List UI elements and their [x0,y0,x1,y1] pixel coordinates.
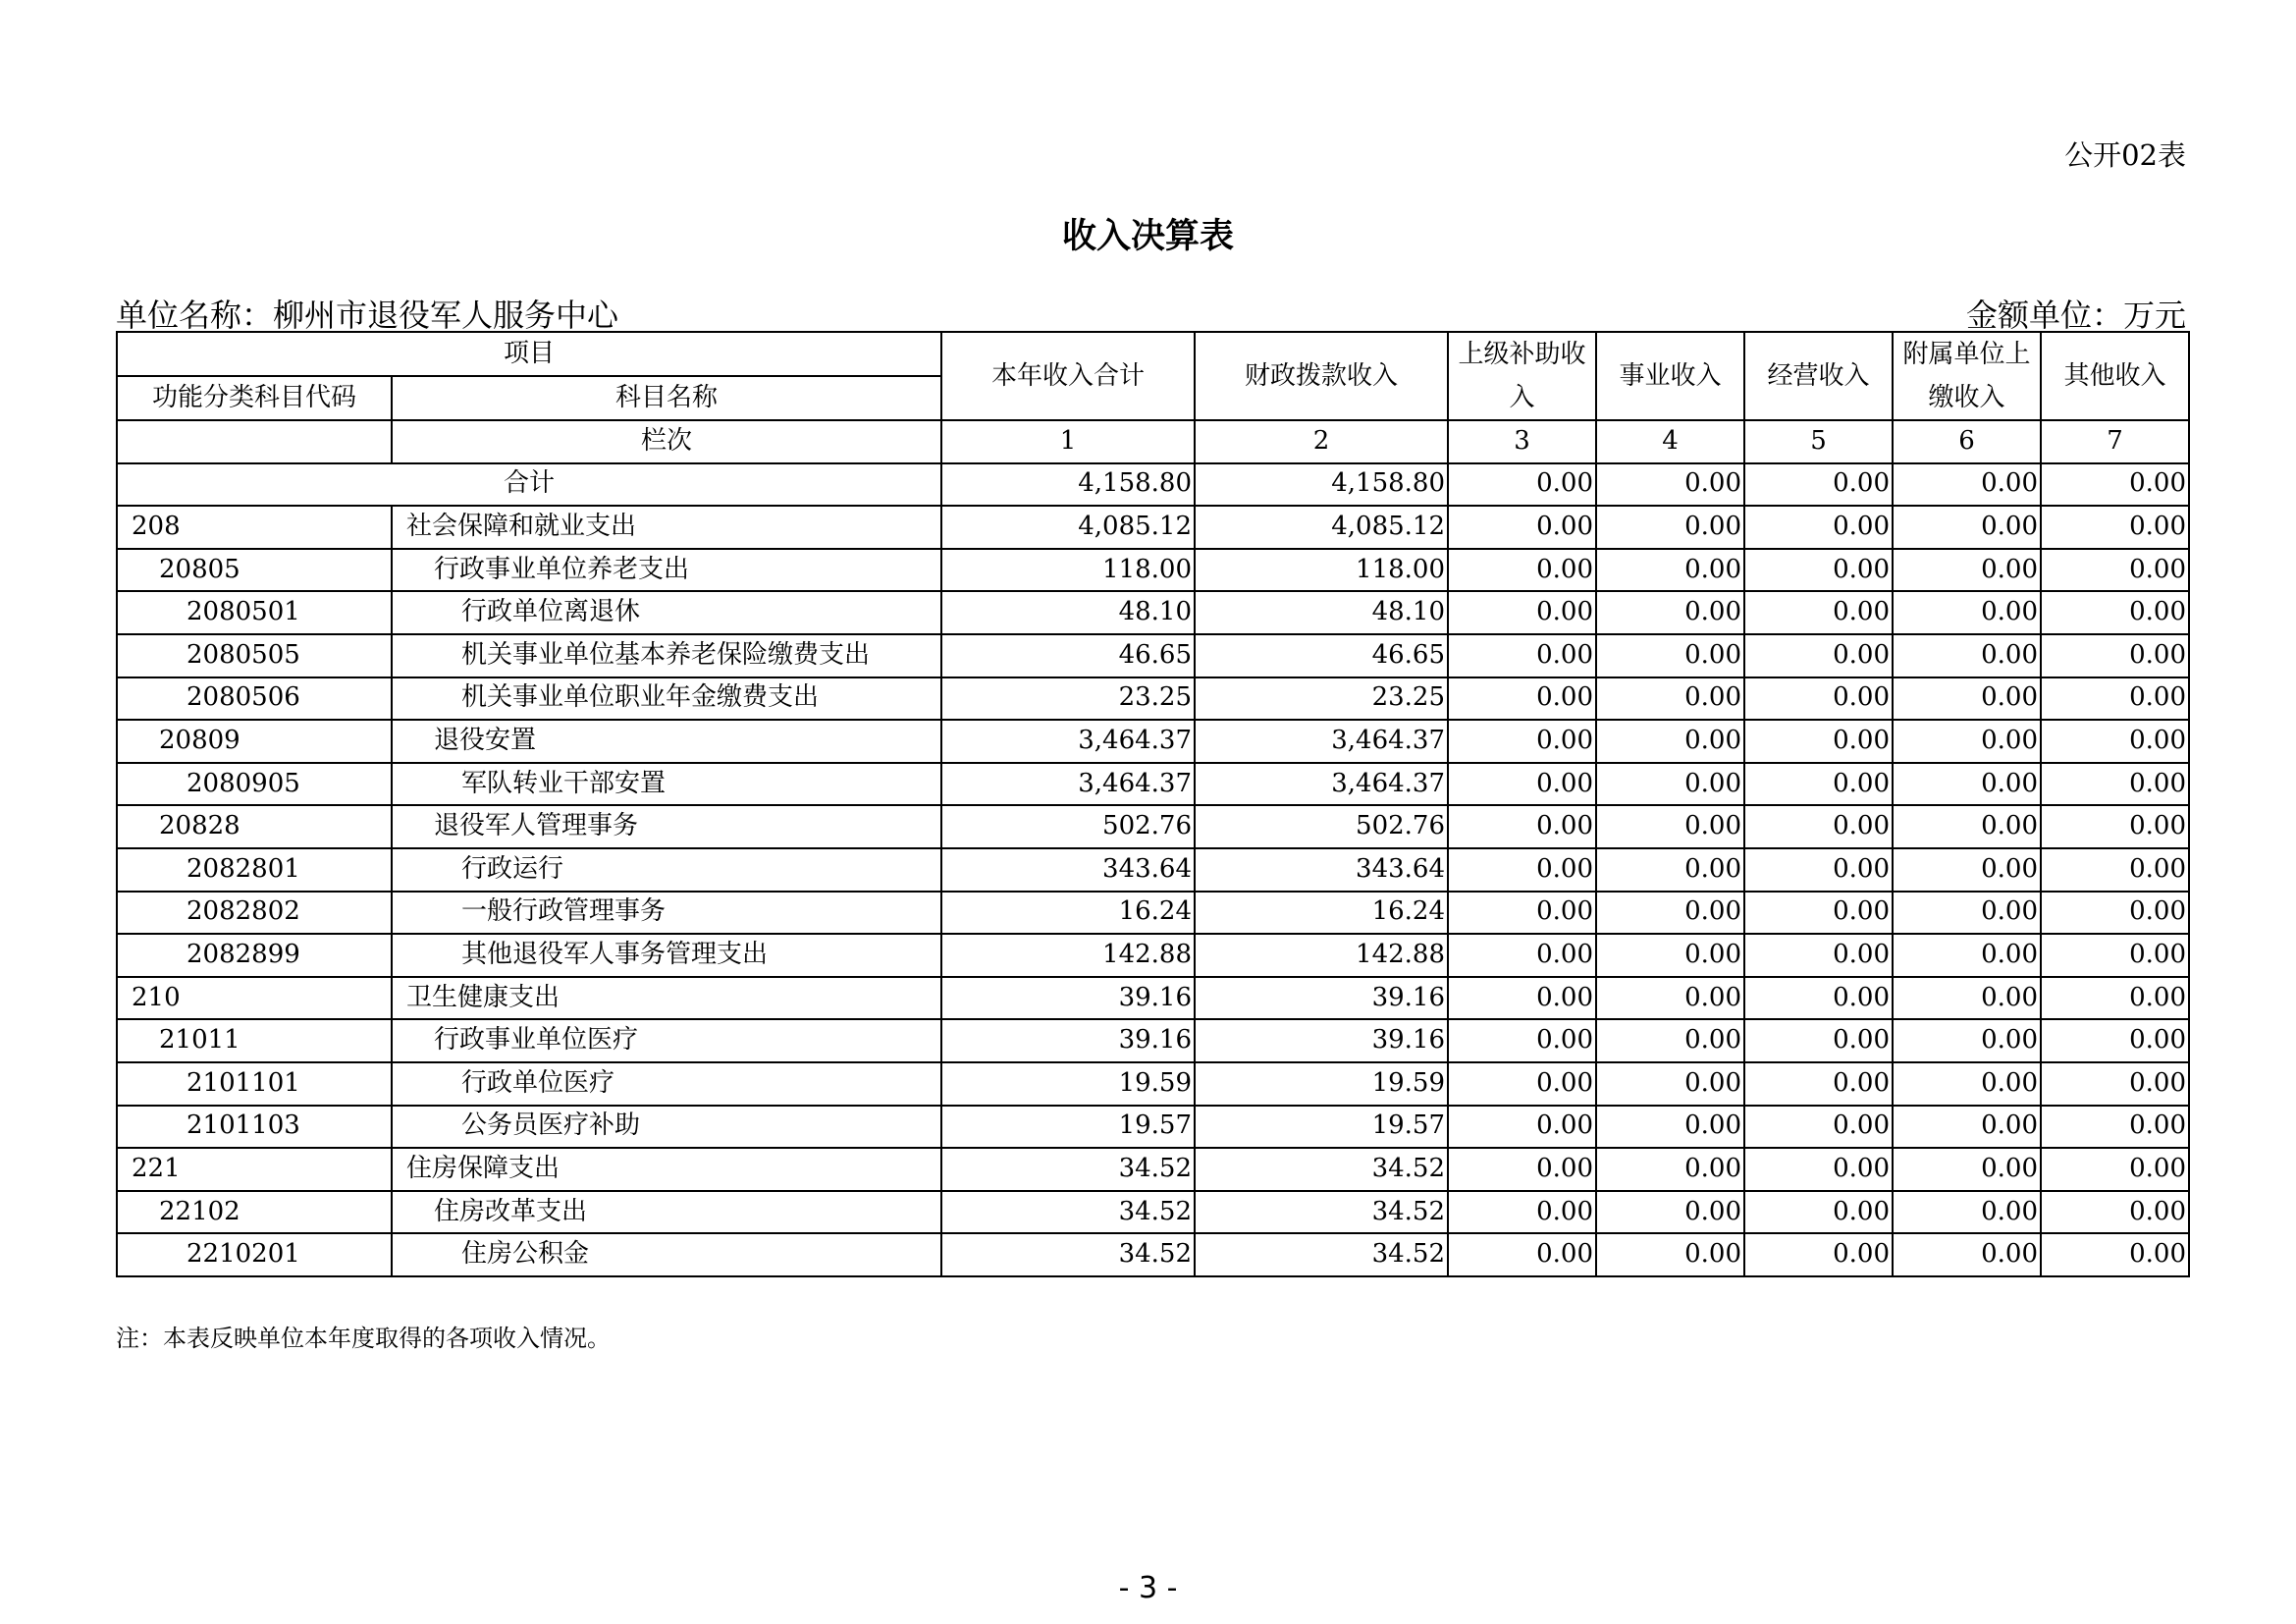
row-code: 2082802 [117,892,392,935]
row-value-6: 0.00 [1893,1191,2041,1234]
row-value-6: 0.00 [1893,1148,2041,1191]
row-value-5: 0.00 [1744,549,1893,592]
row-value-5: 0.00 [1744,848,1893,892]
row-code: 20828 [117,805,392,848]
row-value-1: 39.16 [941,1019,1195,1062]
row-name: 卫生健康支出 [392,977,941,1020]
row-value-6: 0.00 [1893,805,2041,848]
row-value-6: 0.00 [1893,506,2041,549]
row-value-1: 23.25 [941,677,1195,721]
row-name: 行政运行 [392,848,941,892]
row-value-4: 0.00 [1596,848,1744,892]
row-value-7: 0.00 [2041,506,2189,549]
row-value-3: 0.00 [1448,1233,1596,1276]
row-code: 2101101 [117,1062,392,1106]
row-code: 2082801 [117,848,392,892]
row-value-7: 0.00 [2041,892,2189,935]
row-value-6: 0.00 [1893,720,2041,763]
row-value-4: 0.00 [1596,677,1744,721]
header-col-1: 本年收入合计 [941,332,1195,420]
table-row [117,1148,2189,1191]
row-value-7: 0.00 [2041,1191,2189,1234]
row-value-6: 0.00 [1893,677,2041,721]
total-value-1: 4,158.80 [941,463,1195,507]
row-value-5: 0.00 [1744,506,1893,549]
row-value-4: 0.00 [1596,763,1744,806]
row-value-7: 0.00 [2041,634,2189,677]
row-name: 军队转业干部安置 [392,763,941,806]
row-value-6: 0.00 [1893,1233,2041,1276]
table-row [117,892,2189,935]
row-value-5: 0.00 [1744,1148,1893,1191]
total-value-2: 4,158.80 [1195,463,1448,507]
row-value-4: 0.00 [1596,506,1744,549]
table-row [117,848,2189,892]
row-value-5: 0.00 [1744,1019,1893,1062]
row-value-3: 0.00 [1448,1148,1596,1191]
row-value-1: 39.16 [941,977,1195,1020]
row-value-3: 0.00 [1448,977,1596,1020]
row-code: 221 [117,1148,392,1191]
row-value-2: 3,464.37 [1195,720,1448,763]
row-name: 行政单位离退休 [392,591,941,634]
row-value-7: 0.00 [2041,848,2189,892]
row-value-2: 39.16 [1195,977,1448,1020]
table-row [117,1106,2189,1149]
column-index-6: 6 [1893,420,2041,463]
currency-unit: 金额单位：万元 [1965,297,2186,334]
column-index-1: 1 [941,420,1195,463]
row-value-5: 0.00 [1744,934,1893,977]
row-value-6: 0.00 [1893,1062,2041,1106]
table-row [117,977,2189,1020]
page-title: 收入决算表 [1061,217,1234,256]
row-name: 退役军人管理事务 [392,805,941,848]
row-value-4: 0.00 [1596,1148,1744,1191]
row-value-4: 0.00 [1596,892,1744,935]
row-value-1: 34.52 [941,1233,1195,1276]
row-value-3: 0.00 [1448,763,1596,806]
row-value-1: 3,464.37 [941,720,1195,763]
header-name: 科目名称 [392,376,941,420]
row-value-3: 0.00 [1448,591,1596,634]
table-row [117,677,2189,721]
row-value-5: 0.00 [1744,1191,1893,1234]
row-value-1: 142.88 [941,934,1195,977]
row-code: 22102 [117,1191,392,1234]
row-name: 住房公积金 [392,1233,941,1276]
row-value-7: 0.00 [2041,805,2189,848]
row-value-2: 118.00 [1195,549,1448,592]
row-value-5: 0.00 [1744,634,1893,677]
row-name: 机关事业单位基本养老保险缴费支出 [392,634,941,677]
table-row [117,1191,2189,1234]
table-row [117,1062,2189,1106]
row-value-5: 0.00 [1744,1106,1893,1149]
row-value-1: 19.57 [941,1106,1195,1149]
row-name: 住房保障支出 [392,1148,941,1191]
row-value-4: 0.00 [1596,549,1744,592]
row-name: 退役安置 [392,720,941,763]
row-name: 公务员医疗补助 [392,1106,941,1149]
row-value-3: 0.00 [1448,549,1596,592]
table-row [117,591,2189,634]
row-name: 社会保障和就业支出 [392,506,941,549]
row-value-3: 0.00 [1448,506,1596,549]
row-value-4: 0.00 [1596,805,1744,848]
row-value-6: 0.00 [1893,848,2041,892]
row-value-2: 16.24 [1195,892,1448,935]
row-value-5: 0.00 [1744,892,1893,935]
row-value-4: 0.00 [1596,934,1744,977]
column-index-empty-cell [117,420,392,463]
row-value-3: 0.00 [1448,934,1596,977]
row-value-1: 16.24 [941,892,1195,935]
unit-name: 单位名称：柳州市退役军人服务中心 [116,297,619,334]
row-value-1: 34.52 [941,1148,1195,1191]
row-code: 2080505 [117,634,392,677]
row-code: 2101103 [117,1106,392,1149]
row-value-1: 34.52 [941,1191,1195,1234]
row-value-3: 0.00 [1448,1106,1596,1149]
table-row [117,934,2189,977]
row-code: 2210201 [117,1233,392,1276]
row-value-6: 0.00 [1893,763,2041,806]
row-value-2: 23.25 [1195,677,1448,721]
row-value-3: 0.00 [1448,848,1596,892]
row-name: 行政事业单位医疗 [392,1019,941,1062]
row-value-1: 46.65 [941,634,1195,677]
income-statement-table [116,331,2190,1277]
header-project: 项目 [117,332,941,376]
column-index-3: 3 [1448,420,1596,463]
row-value-4: 0.00 [1596,977,1744,1020]
row-value-4: 0.00 [1596,1233,1744,1276]
row-code: 20805 [117,549,392,592]
row-value-2: 19.57 [1195,1106,1448,1149]
row-code: 2080905 [117,763,392,806]
row-value-4: 0.00 [1596,1106,1744,1149]
row-value-7: 0.00 [2041,591,2189,634]
row-value-5: 0.00 [1744,720,1893,763]
row-code: 2080501 [117,591,392,634]
row-value-5: 0.00 [1744,1233,1893,1276]
row-value-1: 3,464.37 [941,763,1195,806]
row-code: 2080506 [117,677,392,721]
total-value-7: 0.00 [2041,463,2189,507]
row-value-3: 0.00 [1448,634,1596,677]
row-value-3: 0.00 [1448,720,1596,763]
row-value-2: 48.10 [1195,591,1448,634]
column-index-2: 2 [1195,420,1448,463]
total-value-6: 0.00 [1893,463,2041,507]
row-value-2: 142.88 [1195,934,1448,977]
row-value-2: 502.76 [1195,805,1448,848]
row-value-6: 0.00 [1893,892,2041,935]
header-col-7: 其他收入 [2041,332,2189,420]
table-row [117,720,2189,763]
table-row [117,805,2189,848]
row-value-5: 0.00 [1744,805,1893,848]
row-value-4: 0.00 [1596,1019,1744,1062]
row-value-2: 46.65 [1195,634,1448,677]
row-value-7: 0.00 [2041,549,2189,592]
page-number: - 3 - [1118,1571,1178,1605]
row-value-4: 0.00 [1596,720,1744,763]
row-name: 住房改革支出 [392,1191,941,1234]
row-value-6: 0.00 [1893,549,2041,592]
row-value-2: 34.52 [1195,1148,1448,1191]
row-value-5: 0.00 [1744,677,1893,721]
row-value-2: 34.52 [1195,1191,1448,1234]
header-col-3: 上级补助收入 [1448,332,1596,420]
column-index-5: 5 [1744,420,1893,463]
row-value-6: 0.00 [1893,1106,2041,1149]
row-value-1: 502.76 [941,805,1195,848]
row-code: 21011 [117,1019,392,1062]
row-value-7: 0.00 [2041,1019,2189,1062]
table-row [117,549,2189,592]
row-value-7: 0.00 [2041,1148,2189,1191]
row-value-4: 0.00 [1596,634,1744,677]
row-code: 210 [117,977,392,1020]
row-value-3: 0.00 [1448,892,1596,935]
row-value-3: 0.00 [1448,805,1596,848]
header-col-2: 财政拨款收入 [1195,332,1448,420]
total-value-3: 0.00 [1448,463,1596,507]
row-code: 2082899 [117,934,392,977]
row-value-3: 0.00 [1448,1191,1596,1234]
row-value-5: 0.00 [1744,591,1893,634]
header-row-1 [117,332,2189,376]
row-value-5: 0.00 [1744,1062,1893,1106]
table-row [117,1233,2189,1276]
row-value-4: 0.00 [1596,591,1744,634]
row-value-4: 0.00 [1596,1191,1744,1234]
header-code: 功能分类科目代码 [117,376,392,420]
row-name: 机关事业单位职业年金缴费支出 [392,677,941,721]
row-value-2: 4,085.12 [1195,506,1448,549]
row-code: 20809 [117,720,392,763]
column-index-4: 4 [1596,420,1744,463]
row-value-7: 0.00 [2041,934,2189,977]
row-value-7: 0.00 [2041,1233,2189,1276]
row-value-6: 0.00 [1893,934,2041,977]
row-value-7: 0.00 [2041,677,2189,721]
table-row [117,763,2189,806]
form-number: 公开02表 [2064,138,2186,172]
header-col-5: 经营收入 [1744,332,1893,420]
column-index-7: 7 [2041,420,2189,463]
row-value-1: 4,085.12 [941,506,1195,549]
table-row [117,1019,2189,1062]
row-value-3: 0.00 [1448,677,1596,721]
row-value-2: 343.64 [1195,848,1448,892]
total-value-5: 0.00 [1744,463,1893,507]
row-value-3: 0.00 [1448,1019,1596,1062]
row-value-1: 118.00 [941,549,1195,592]
row-value-6: 0.00 [1893,591,2041,634]
table-note: 注：本表反映单位本年度取得的各项收入情况。 [116,1325,611,1352]
row-value-6: 0.00 [1893,1019,2041,1062]
row-name: 行政单位医疗 [392,1062,941,1106]
row-value-1: 19.59 [941,1062,1195,1106]
column-index-label: 栏次 [392,420,941,463]
row-value-6: 0.00 [1893,634,2041,677]
row-value-1: 343.64 [941,848,1195,892]
row-name: 其他退役军人事务管理支出 [392,934,941,977]
row-value-2: 19.59 [1195,1062,1448,1106]
row-value-7: 0.00 [2041,763,2189,806]
table-row [117,634,2189,677]
row-value-3: 0.00 [1448,1062,1596,1106]
row-code: 208 [117,506,392,549]
row-value-1: 48.10 [941,591,1195,634]
column-index-row [117,420,2189,463]
row-value-7: 0.00 [2041,1062,2189,1106]
row-name: 行政事业单位养老支出 [392,549,941,592]
row-value-4: 0.00 [1596,1062,1744,1106]
row-value-2: 34.52 [1195,1233,1448,1276]
table-row [117,506,2189,549]
row-value-5: 0.00 [1744,763,1893,806]
row-value-7: 0.00 [2041,1106,2189,1149]
row-value-2: 3,464.37 [1195,763,1448,806]
row-name: 一般行政管理事务 [392,892,941,935]
total-value-4: 0.00 [1596,463,1744,507]
total-row [117,463,2189,507]
row-value-6: 0.00 [1893,977,2041,1020]
row-value-5: 0.00 [1744,977,1893,1020]
row-value-7: 0.00 [2041,977,2189,1020]
total-label: 合计 [117,463,941,507]
row-value-2: 39.16 [1195,1019,1448,1062]
header-col-4: 事业收入 [1596,332,1744,420]
header-col-6: 附属单位上缴收入 [1893,332,2041,420]
row-value-7: 0.00 [2041,720,2189,763]
